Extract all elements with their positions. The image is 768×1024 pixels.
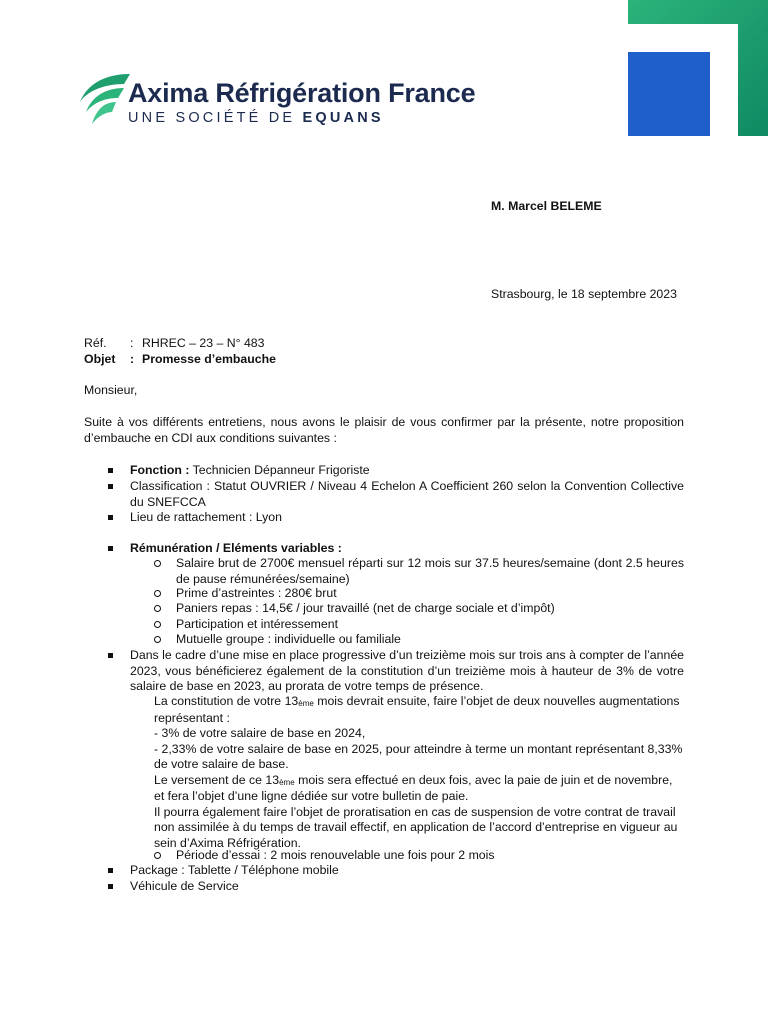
bullet-square-icon [108, 468, 113, 473]
bullet-square-icon [108, 546, 113, 551]
bullet-circle-icon [154, 560, 161, 567]
bullet-square-icon [108, 884, 113, 889]
salutation: Monsieur, [84, 383, 138, 397]
sub-item-mutuelle: Mutuelle groupe : individuelle ou familiale [154, 632, 684, 648]
treizieme-details [154, 694, 684, 851]
place-date: Strasbourg, le 18 septembre 2023 [491, 287, 677, 301]
bullet-circle-icon [154, 852, 161, 859]
list-item-lieu: Lieu de rattachement : Lyon [84, 510, 684, 526]
brand-tagline: UNE SOCIÉTÉ DE EQUANS [128, 110, 384, 126]
list-item-treizieme-mois: Dans le cadre d’une mise en place progressive d’un treizième mois sur trois ans à compter de l’année 2023, vous bénéficierez également de la constitution d’un treizième mois à hauteur de 3% de votre salaire de base en 2023, au prorata de votre temps de présence. [84, 648, 684, 695]
versement-text: Le versement de ce $13_{ème}$ mois sera effectué en deux fois, avec la paie de juin et de novembre, et fera l’objet d’une ligne dédiée sur votre bulletin de paie. [154, 772, 673, 803]
brand-name: Axima Réfrigération France [128, 78, 476, 108]
bullet-square-icon [108, 653, 113, 658]
corner-brand-shape [628, 0, 768, 136]
list-item-package: Package : Tablette / Téléphone mobile [84, 863, 684, 879]
sub-item-periode-essai: Période d’essai : 2 mois renouvelable une fois pour 2 mois [154, 848, 684, 864]
augmentation-2024: - 3% de votre salaire de base en 2024, [154, 726, 366, 740]
bullet-square-icon [108, 515, 113, 520]
constitution-text: La constitution de votre $13_{ème}$ mois devrait ensuite, faire l’objet de deux nouvelles augmentations représentant : [154, 694, 680, 725]
reference-line: Réf. : RHREC – 23 – N° 483 [84, 336, 265, 350]
subject-line: Objet : Promesse d’embauche [84, 352, 276, 366]
sub-item-salaire: Salaire brut de 2700€ mensuel réparti sur 12 mois sur 37.5 heures/semaine (dont 2.5 heures de pause rémunérées/semaine) [154, 556, 684, 587]
bullet-circle-icon [154, 590, 161, 597]
list-item-vehicule: Véhicule de Service [84, 879, 684, 895]
intro-paragraph: Suite à vos différents entretiens, nous avons le plaisir de vous confirmer par la présente, notre proposition d’embauche en CDI aux conditions suivantes : [84, 415, 684, 445]
proratisation-text: Il pourra également faire l’objet de proratisation en cas de suspension de votre contrat de travail non assimilée à du temps de travail effectif, en application de l’accord d’entreprise en vigueur au sein d’Axima Réfrigération. [154, 804, 678, 850]
sub-item-paniers: Paniers repas : 14,5€ / jour travaillé (net de charge sociale et d’impôt) [154, 601, 684, 617]
bullet-square-icon [108, 868, 113, 873]
augmentation-2025: - 2,33% de votre salaire de base en 2025, pour atteindre à terme un montant représentant 8,33% de votre salaire de base. [154, 741, 683, 771]
recipient-name: M. Marcel BELEME [491, 199, 602, 213]
list-item-classification: Classification : Statut OUVRIER / Niveau 4 Echelon A Coefficient 260 selon la Convention Collective du SNEFCCA [84, 479, 684, 510]
brand-logo-icon [78, 72, 132, 126]
sub-item-participation: Participation et intéressement [154, 617, 684, 633]
bullet-circle-icon [154, 605, 161, 612]
list-item-fonction: Fonction : Technicien Dépanneur Frigoriste [84, 463, 684, 479]
list-item-remuneration: Rémunération / Eléments variables : [84, 541, 684, 557]
bullet-circle-icon [154, 621, 161, 628]
bullet-square-icon [108, 484, 113, 489]
bullet-circle-icon [154, 636, 161, 643]
sub-item-astreintes: Prime d’astreintes : 280€ brut [154, 586, 684, 602]
